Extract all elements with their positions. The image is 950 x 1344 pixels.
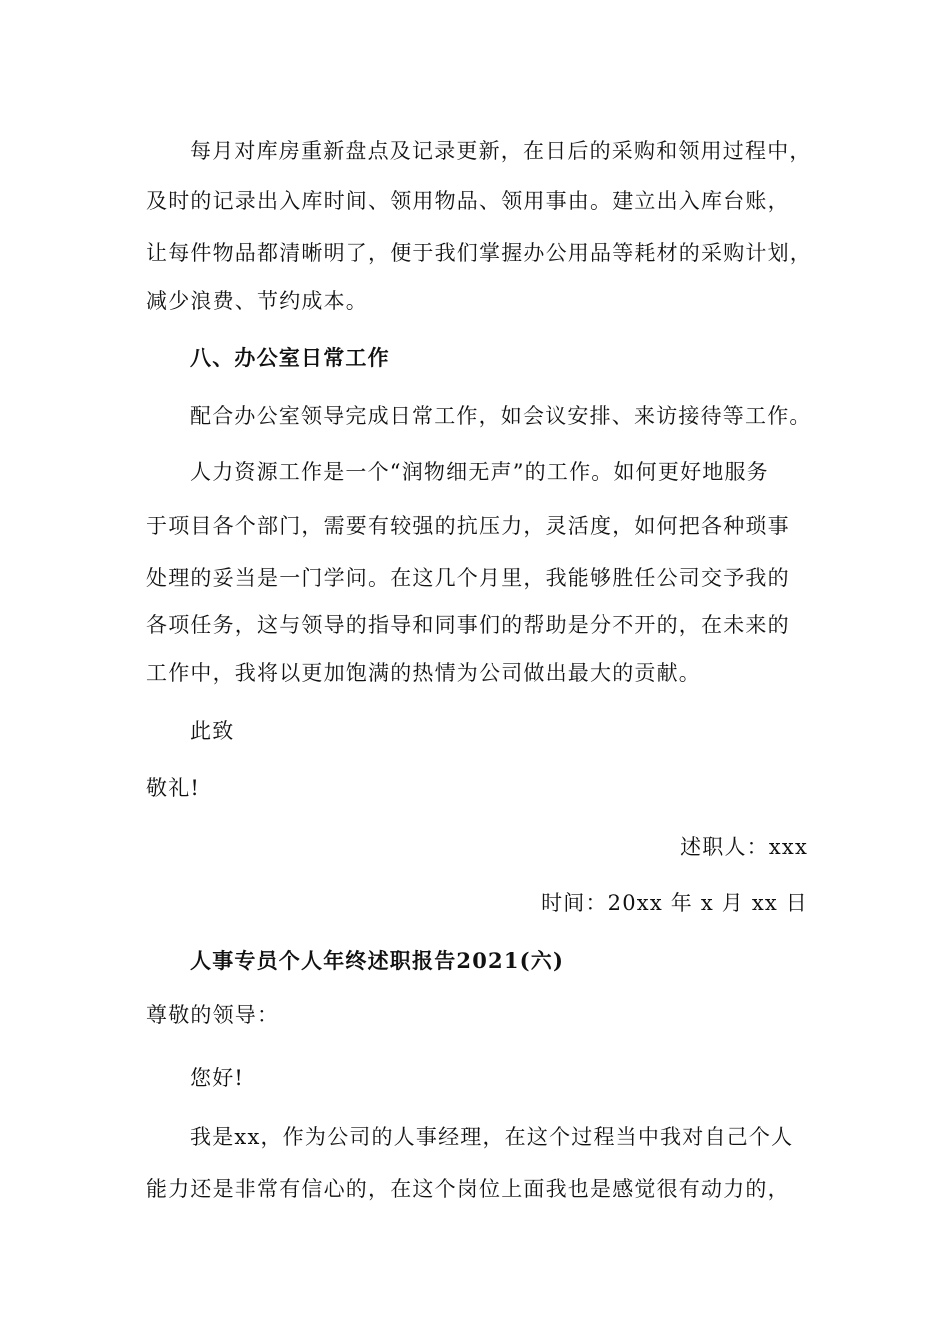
paragraph-line: 工作中，我将以更加饱满的热情为公司做出最大的贡献。 — [146, 661, 701, 685]
greeting-recipient: 尊敬的领导： — [146, 1003, 280, 1027]
report-title: 人事专员个人年终述职报告2021(六) — [190, 948, 565, 973]
salutation-closing: 敬礼! — [146, 776, 201, 800]
signature-date: 时间：20xx 年 x 月 xx 日 — [541, 891, 808, 915]
paragraph-line: 处理的妥当是一门学问。在这几个月里，我能够胜任公司交予我的 — [146, 566, 790, 590]
closing-phrase: 此致 — [190, 719, 235, 743]
paragraph-line: 及时的记录出入库时间、领用物品、领用事由。建立出入库台账， — [146, 189, 790, 213]
paragraph-line: 于项目各个部门，需要有较强的抗压力，灵活度，如何把各种琐事 — [146, 514, 790, 538]
paragraph-line: 让每件物品都清晰明了，便于我们掌握办公用品等耗材的采购计划， — [146, 241, 812, 265]
signature-reporter: 述职人：xxx — [680, 835, 808, 859]
paragraph-line: 每月对库房重新盘点及记录更新，在日后的采购和领用过程中， — [190, 139, 812, 163]
paragraph-line: 我是xx，作为公司的人事经理，在这个过程当中我对自己个人 — [190, 1125, 794, 1149]
paragraph-line: 配合办公室领导完成日常工作，如会议安排、来访接待等工作。 — [190, 404, 812, 428]
greeting: 您好! — [190, 1066, 245, 1090]
paragraph-line: 人力资源工作是一个“润物细无声”的工作。如何更好地服务 — [190, 460, 769, 484]
paragraph-line: 各项任务，这与领导的指导和同事们的帮助是分不开的，在未来的 — [146, 613, 790, 637]
paragraph-line: 能力还是非常有信心的，在这个岗位上面我也是感觉很有动力的， — [146, 1177, 790, 1201]
paragraph-line: 减少浪费、节约成本。 — [146, 289, 368, 313]
section-heading: 八、办公室日常工作 — [190, 345, 390, 370]
